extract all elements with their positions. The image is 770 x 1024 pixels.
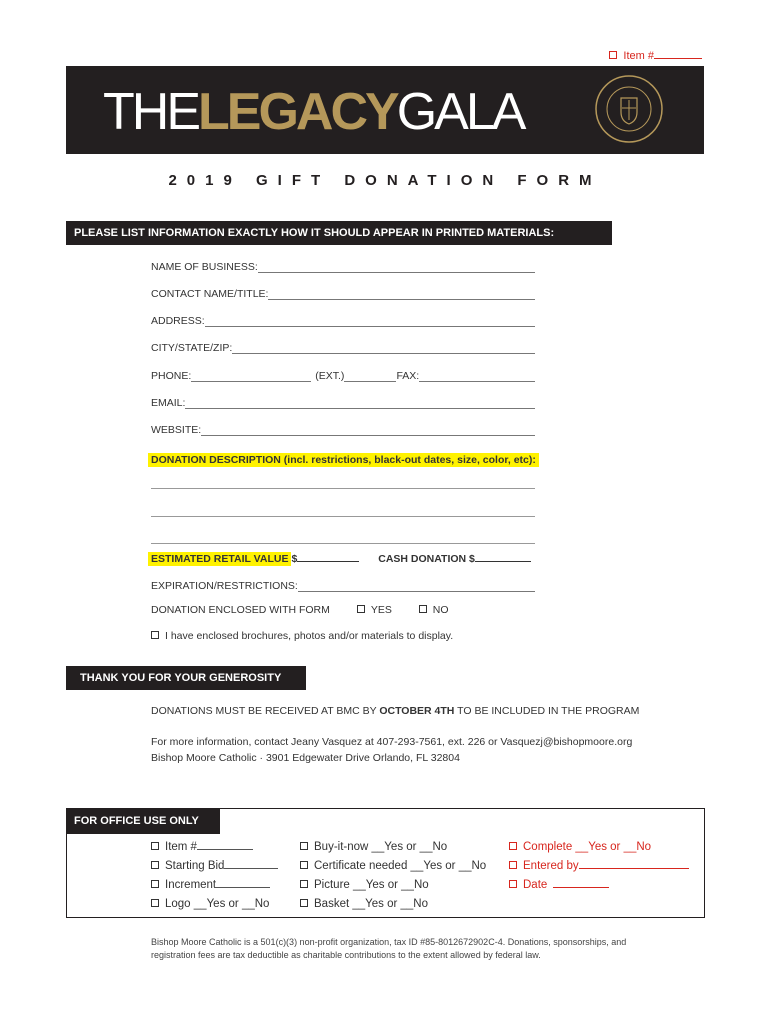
description-line-2[interactable] (151, 516, 535, 517)
fax-label: FAX: (396, 370, 420, 382)
phone-line[interactable] (191, 371, 311, 382)
phone-field[interactable] (151, 368, 535, 382)
yes-option[interactable] (357, 604, 392, 616)
office-logo[interactable] (151, 895, 278, 914)
deadline-pre: DONATIONS MUST BE RECEIVED AT BMC BY (151, 705, 380, 717)
donation-description-text: DONATION DESCRIPTION (incl. restrictions, black-out dates, size, color, etc): (148, 453, 539, 467)
contact-info: For more information, contact Jeany Vasquez at 407-293-7561, ext. 226 or Vasquezj@bishopmoore.org (151, 736, 633, 748)
top-item-number[interactable] (609, 49, 702, 62)
office-column-3 (509, 838, 689, 895)
office-column-1 (151, 838, 278, 914)
deadline-text (151, 705, 639, 717)
office-column-2 (300, 838, 486, 914)
checkbox-icon[interactable] (151, 842, 159, 850)
donation-description-label (148, 450, 539, 468)
office-entered-by[interactable] (509, 857, 689, 876)
office-buy-it-now-label: Buy-it-now __Yes or __No (314, 841, 448, 853)
city-label: CITY/STATE/ZIP: (151, 342, 233, 354)
office-item-number[interactable] (151, 838, 278, 857)
title-legacy: LEGACY (198, 83, 397, 141)
office-complete-label: Complete __Yes or __No (523, 841, 652, 853)
checkbox-icon[interactable] (609, 51, 617, 59)
deadline-date: OCTOBER 4TH (379, 705, 455, 717)
section-header-office-use: FOR OFFICE USE ONLY (66, 808, 220, 834)
description-line-3[interactable] (151, 543, 535, 544)
school-address: Bishop Moore Catholic · 3901 Edgewater Drive Orlando, FL 32804 (151, 752, 460, 764)
enclosed-materials-label: I have enclosed brochures, photos and/or materials to display. (165, 630, 454, 642)
gala-banner (66, 66, 704, 154)
business-name-line[interactable] (258, 262, 535, 273)
form-title: 2019 GIFT DONATION FORM (168, 172, 602, 189)
yes-label: YES (370, 604, 392, 616)
office-starting-bid-line[interactable] (224, 858, 278, 869)
address-line[interactable] (205, 316, 535, 327)
website-line[interactable] (201, 425, 535, 436)
address-field[interactable] (151, 313, 535, 327)
office-basket-label: Basket __Yes or __No (314, 898, 429, 910)
checkbox-icon[interactable] (300, 861, 308, 869)
office-entered-by-line[interactable] (579, 858, 689, 869)
deadline-post: TO BE INCLUDED IN THE PROGRAM (454, 705, 640, 717)
item-label: Item # (623, 50, 654, 62)
retail-value-label: ESTIMATED RETAIL VALUE (148, 552, 291, 566)
office-starting-bid[interactable] (151, 857, 278, 876)
office-date-label: Date (523, 879, 548, 891)
dollar-sign: $ (291, 553, 298, 565)
section-header-print-info: PLEASE LIST INFORMATION EXACTLY HOW IT SHOULD APPEAR IN PRINTED MATERIALS: (66, 221, 612, 245)
checkbox-icon[interactable] (300, 880, 308, 888)
no-option[interactable] (419, 604, 449, 616)
business-name-field[interactable] (151, 259, 535, 273)
title-the: THE (103, 83, 198, 141)
ext-line[interactable] (344, 371, 396, 382)
office-item-label: Item # (165, 841, 197, 853)
checkbox-icon[interactable] (151, 880, 159, 888)
checkbox-icon[interactable] (300, 899, 308, 907)
email-label: EMAIL: (151, 397, 186, 409)
gala-title (103, 72, 523, 152)
office-certificate[interactable] (300, 857, 486, 876)
no-label: NO (432, 604, 449, 616)
office-certificate-label: Certificate needed __Yes or __No (314, 860, 487, 872)
checkbox-icon[interactable] (509, 861, 517, 869)
office-buy-it-now[interactable] (300, 838, 486, 857)
office-increment[interactable] (151, 876, 278, 895)
fax-line[interactable] (419, 371, 535, 382)
cash-donation-label: CASH DONATION $ (378, 553, 475, 565)
item-number-line[interactable] (654, 49, 702, 59)
checkbox-icon[interactable] (151, 899, 159, 907)
office-entered-by-label: Entered by (523, 860, 579, 872)
expiration-label: EXPIRATION/RESTRICTIONS: (151, 580, 298, 592)
city-state-zip-field[interactable] (151, 340, 535, 354)
donation-enclosed-row (151, 604, 449, 616)
description-line-1[interactable] (151, 488, 535, 489)
section-header-thank-you: THANK YOU FOR YOUR GENEROSITY (66, 666, 306, 690)
business-name-label: NAME OF BUSINESS: (151, 261, 258, 273)
checkbox-icon[interactable] (509, 842, 517, 850)
office-basket[interactable] (300, 895, 486, 914)
office-picture[interactable] (300, 876, 486, 895)
contact-line[interactable] (268, 289, 535, 300)
enclosed-materials-option[interactable] (151, 630, 453, 642)
checkbox-icon[interactable] (509, 880, 517, 888)
expiration-field[interactable] (151, 578, 535, 592)
office-increment-line[interactable] (216, 877, 270, 888)
email-field[interactable] (151, 395, 535, 409)
office-date-line[interactable] (553, 877, 609, 888)
donation-enclosed-label: DONATION ENCLOSED WITH FORM (151, 604, 330, 616)
checkbox-icon[interactable] (419, 605, 427, 613)
office-date[interactable] (509, 876, 689, 895)
contact-field[interactable] (151, 286, 535, 300)
office-logo-label: Logo __Yes or __No (165, 898, 270, 910)
checkbox-icon[interactable] (151, 861, 159, 869)
cash-donation-line[interactable] (475, 551, 531, 562)
city-line[interactable] (232, 343, 535, 354)
tax-disclaimer: Bishop Moore Catholic is a 501(c)(3) non-profit organization, tax ID #85-8012672902C-4. Donations, sponsorships, and registration fees are tax deductible as charitable contributions to the extent allowed by federal law. (151, 937, 627, 960)
email-line[interactable] (185, 398, 535, 409)
office-item-line[interactable] (197, 839, 253, 850)
office-complete[interactable] (509, 838, 689, 857)
website-field[interactable] (151, 422, 535, 436)
phone-label: PHONE: (151, 370, 192, 382)
office-picture-label: Picture __Yes or __No (314, 879, 429, 891)
value-row (148, 551, 531, 565)
school-seal-icon (594, 74, 664, 144)
retail-value-line[interactable] (297, 551, 359, 562)
office-starting-bid-label: Starting Bid (165, 860, 225, 872)
contact-label: CONTACT NAME/TITLE: (151, 288, 269, 300)
address-label: ADDRESS: (151, 315, 205, 327)
website-label: WEBSITE: (151, 424, 202, 436)
office-increment-label: Increment (165, 879, 217, 891)
checkbox-icon[interactable] (151, 631, 159, 639)
ext-label: (EXT.) (315, 370, 345, 382)
checkbox-icon[interactable] (300, 842, 308, 850)
title-gala: GALA (396, 83, 524, 141)
expiration-line[interactable] (298, 581, 535, 592)
checkbox-icon[interactable] (357, 605, 365, 613)
